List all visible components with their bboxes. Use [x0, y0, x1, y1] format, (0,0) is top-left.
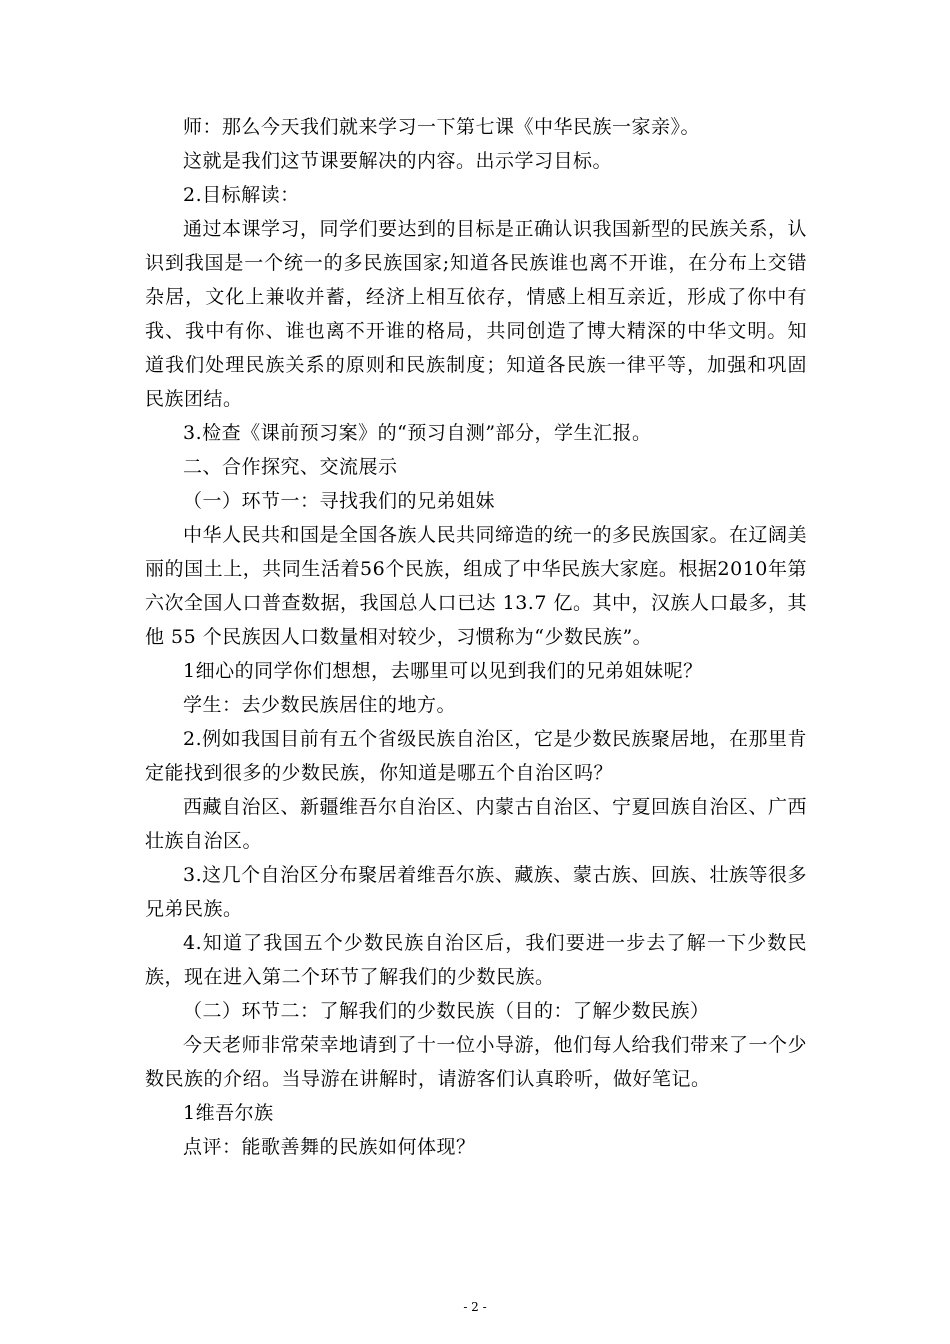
paragraph-16: 今天老师非常荣幸地请到了十一位小导游，他们每人给我们带来了一个少数民族的介绍。当导游在讲解时，请游客们认真聆听，做好笔记。 [145, 1034, 808, 1090]
paragraph-1: 师：那么今天我们就来学习一下第七课《中华民族一家亲》。 [183, 116, 701, 138]
paragraph-9: 1细心的同学你们想想，去哪里可以见到我们的兄弟姐妹呢？ [183, 660, 703, 682]
document-body [145, 110, 807, 1164]
subsection-heading-1: （一）环节一：寻找我们的兄弟姐妹 [183, 490, 496, 512]
paragraph-4: 通过本课学习，同学们要达到的目标是正确认识我国新型的民族关系，认识到我国是一个统一的多民族国家;知道各民族谁也离不开谁，在分布上交错杂居，文化上兼收并蓄，经济上相互依存，情感上相互亲近，形成了你中有我、我中有你、谁也离不开谁的格局，共同创造了博大精深的中华文明。知道我们处理民族关系的原则和民族制度；知道各民族一律平等，加强和巩固民族团结。 [145, 218, 808, 410]
paragraph-12: 西藏自治区、新疆维吾尔自治区、内蒙古自治区、宁夏回族自治区、广西壮族自治区。 [145, 796, 808, 852]
subsection-heading-2: （二）环节二：了解我们的少数民族（目的：了解少数民族） [183, 1000, 710, 1022]
paragraph-5: 3.检查《课前预习案》的“预习自测”部分，学生汇报。 [183, 422, 652, 444]
paragraph-3: 2.目标解读： [183, 184, 300, 206]
paragraph-8: 中华人民共和国是全国各族人民共同缔造的统一的多民族国家。在辽阔美丽的国土上，共同生活着56个民族，组成了中华民族大家庭。根据2010年第六次全国人口普查数据，我国总人口已达 13.7 亿。其中，汉族人口最多，其他 55 个民族因人口数量相对较少，习惯称为“少数民族”。 [145, 524, 808, 648]
page-number: - 2 - [463, 1300, 487, 1314]
paragraph-14: 4.知道了我国五个少数民族自治区后，我们要进一步去了解一下少数民族，现在进入第二个环节了解我们的少数民族。 [145, 932, 807, 988]
paragraph-11: 2.例如我国目前有五个省级民族自治区，它是少数民族聚居地，在那里肯定能找到很多的少数民族，你知道是哪五个自治区吗？ [145, 728, 807, 784]
paragraph-10: 学生：去少数民族居住的地方。 [183, 694, 457, 716]
paragraph-13: 3.这几个自治区分布聚居着维吾尔族、藏族、蒙古族、回族、壮族等很多兄弟民族。 [145, 864, 807, 920]
paragraph-2: 这就是我们这节课要解决的内容。出示学习目标。 [183, 150, 613, 172]
section-heading-2: 二、合作探究、交流展示 [183, 456, 398, 478]
paragraph-18: 点评：能歌善舞的民族如何体现？ [183, 1136, 476, 1158]
paragraph-17: 1维吾尔族 [183, 1102, 274, 1124]
